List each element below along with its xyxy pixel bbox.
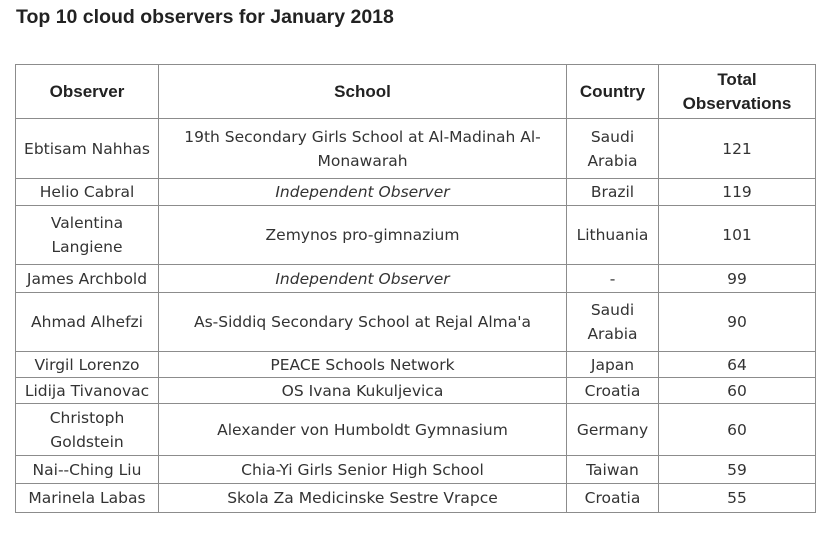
total-cell: 55 xyxy=(659,484,816,513)
table-row xyxy=(16,206,816,265)
country-cell: Lithuania xyxy=(567,206,659,265)
observers-table xyxy=(15,64,816,513)
observer-cell: Valentina Langiene xyxy=(16,206,159,265)
observer-cell: Nai--Ching Liu xyxy=(16,456,159,484)
total-cell: 99 xyxy=(659,265,816,293)
table-row xyxy=(16,352,816,378)
school-cell: 19th Secondary Girls School at Al-Madinah Al-Monawarah xyxy=(159,119,567,179)
observer-cell: Ebtisam Nahhas xyxy=(16,119,159,179)
header-school: School xyxy=(159,65,567,119)
table-row xyxy=(16,404,816,456)
table-row xyxy=(16,265,816,293)
observer-cell: Helio Cabral xyxy=(16,179,159,206)
school-cell: Chia-Yi Girls Senior High School xyxy=(159,456,567,484)
school-cell: PEACE Schools Network xyxy=(159,352,567,378)
observer-cell: Christoph Goldstein xyxy=(16,404,159,456)
country-cell: - xyxy=(567,265,659,293)
table-row xyxy=(16,484,816,513)
country-cell: Germany xyxy=(567,404,659,456)
total-cell: 90 xyxy=(659,293,816,352)
total-cell: 121 xyxy=(659,119,816,179)
table-row xyxy=(16,293,816,352)
header-observer: Observer xyxy=(16,65,159,119)
observer-cell: Marinela Labas xyxy=(16,484,159,513)
total-cell: 119 xyxy=(659,179,816,206)
country-cell: Croatia xyxy=(567,484,659,513)
school-cell: Zemynos pro-gimnazium xyxy=(159,206,567,265)
country-cell: Saudi Arabia xyxy=(567,119,659,179)
country-cell: Brazil xyxy=(567,179,659,206)
total-cell: 60 xyxy=(659,378,816,404)
country-cell: Saudi Arabia xyxy=(567,293,659,352)
page-title: Top 10 cloud observers for January 2018 xyxy=(16,6,394,28)
table-row xyxy=(16,119,816,179)
header-row xyxy=(16,65,816,119)
country-cell: Japan xyxy=(567,352,659,378)
table-row xyxy=(16,456,816,484)
school-cell: Independent Observer xyxy=(159,265,567,293)
school-cell: Independent Observer xyxy=(159,179,567,206)
observer-cell: Lidija Tivanovac xyxy=(16,378,159,404)
school-cell: OS Ivana Kukuljevica xyxy=(159,378,567,404)
school-cell: Alexander von Humboldt Gymnasium xyxy=(159,404,567,456)
school-cell: Skola Za Medicinske Sestre Vrapce xyxy=(159,484,567,513)
total-cell: 64 xyxy=(659,352,816,378)
country-cell: Taiwan xyxy=(567,456,659,484)
header-total-observations: Total Observations xyxy=(659,65,816,119)
total-cell: 60 xyxy=(659,404,816,456)
total-cell: 101 xyxy=(659,206,816,265)
table-row xyxy=(16,378,816,404)
observer-cell: Virgil Lorenzo xyxy=(16,352,159,378)
header-country: Country xyxy=(567,65,659,119)
observer-cell: James Archbold xyxy=(16,265,159,293)
school-cell: As-Siddiq Secondary School at Rejal Alma'a xyxy=(159,293,567,352)
country-cell: Croatia xyxy=(567,378,659,404)
total-cell: 59 xyxy=(659,456,816,484)
observer-cell: Ahmad Alhefzi xyxy=(16,293,159,352)
table-row xyxy=(16,179,816,206)
